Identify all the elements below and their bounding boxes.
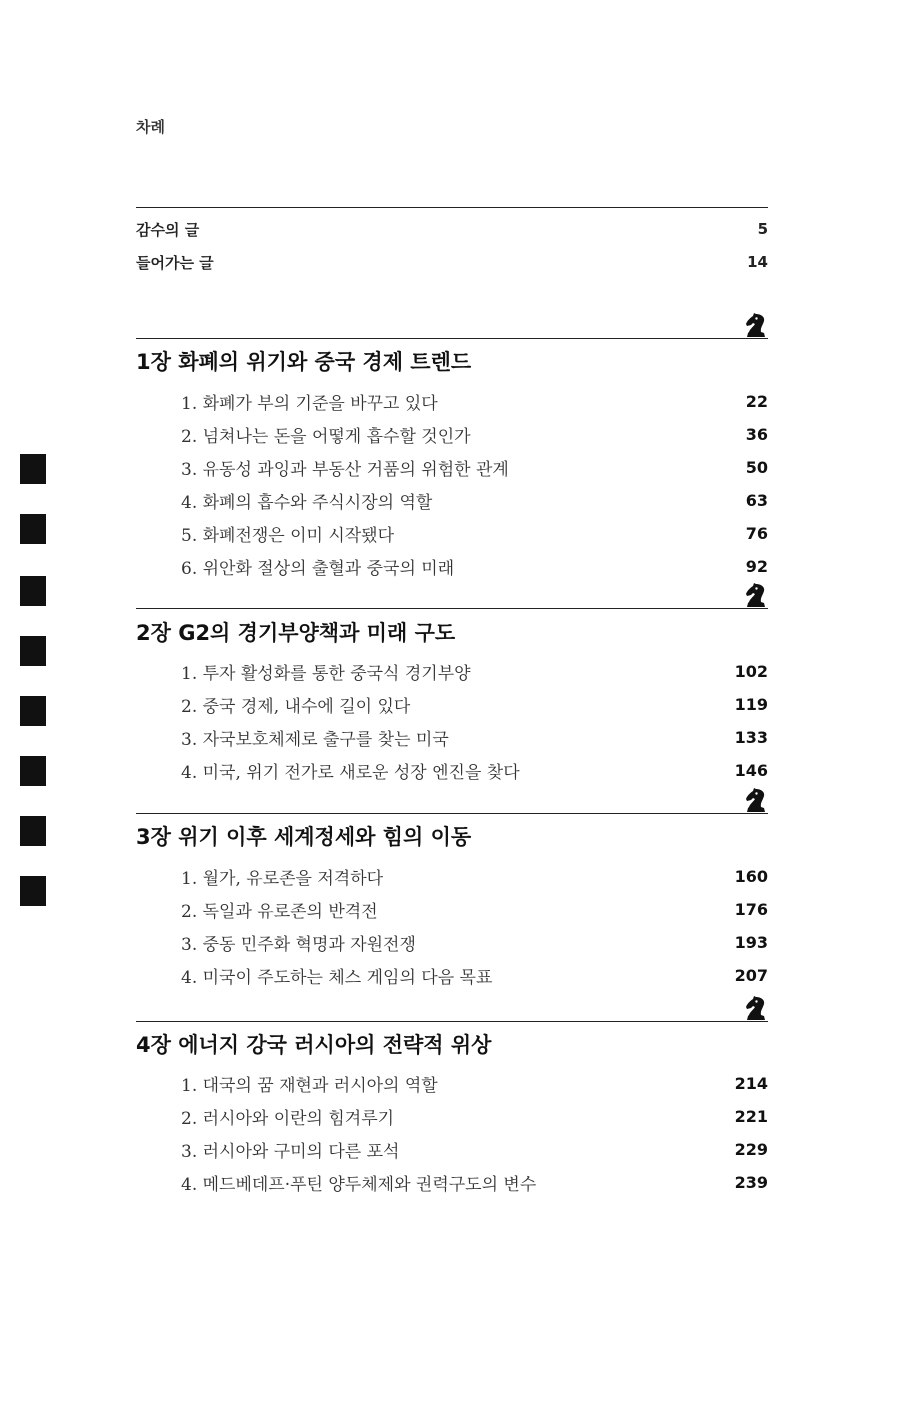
entry-title: 2. 넘쳐나는 돈을 어떻게 흡수할 것인가 [181,426,471,447]
divider-line [136,207,768,208]
tab-marker [20,696,46,726]
entry-page-number: 229 [734,1139,768,1159]
entry-page-number: 221 [734,1106,768,1126]
toc-entry[interactable] [181,521,768,545]
toc-entry[interactable] [181,554,768,578]
tab-marker [20,876,46,906]
toc-entry[interactable] [181,422,768,446]
entry-page-number: 133 [734,727,768,747]
entry-page-number: 22 [745,391,768,411]
tab-marker [20,636,46,666]
entry-title: 4. 메드베데프·푸틴 양두체제와 권력구도의 변수 [181,1174,537,1195]
toc-entry[interactable] [136,251,768,273]
entry-title: 3. 중동 민주화 혁명과 자원전쟁 [181,934,416,955]
chapter-title[interactable]: 2장 G2의 경기부양책과 미래 구도 [136,621,456,645]
entry-page-number: 50 [745,457,768,477]
entry-title: 4. 미국, 위기 전가로 새로운 성장 엔진을 찾다 [181,762,520,783]
entry-page-number: 239 [734,1172,768,1192]
entry-title: 3. 자국보호체제로 출구를 찾는 미국 [181,729,449,750]
toc-entry[interactable] [181,725,768,749]
chapter-divider-line [136,813,768,814]
entry-page-number: 160 [734,866,768,886]
chapter-title[interactable]: 1장 화폐의 위기와 중국 경제 트렌드 [136,350,472,374]
entry-page-number: 102 [734,661,768,681]
toc-entry[interactable] [181,455,768,479]
entry-title: 4. 화폐의 흡수와 주식시장의 역할 [181,492,433,513]
tab-marker [20,756,46,786]
chapter-divider-line [136,608,768,609]
toc-entry[interactable] [181,659,768,683]
toc-entry[interactable] [181,1170,768,1194]
entry-title: 감수의 글 [136,220,200,239]
toc-entry[interactable] [181,1137,768,1161]
entry-title: 1. 대국의 꿈 재현과 러시아의 역할 [181,1075,438,1096]
entry-title: 3. 유동성 과잉과 부동산 거품의 위험한 관계 [181,459,509,480]
page-title: 차례 [136,118,165,136]
entry-page-number: 214 [734,1073,768,1093]
entry-title: 6. 위안화 절상의 출혈과 중국의 미래 [181,558,455,579]
entry-page-number: 92 [745,556,768,576]
toc-entry[interactable] [181,758,768,782]
tab-marker [20,576,46,606]
entry-title: 1. 월가, 유로존을 저격하다 [181,868,384,889]
entry-title: 3. 러시아와 구미의 다른 포석 [181,1141,400,1162]
chess-knight-icon [744,787,768,813]
chess-knight-icon [744,995,768,1021]
entry-page-number: 14 [747,253,768,271]
toc-entry[interactable] [181,389,768,413]
entry-page-number: 193 [734,932,768,952]
entry-page-number: 36 [745,424,768,444]
chess-knight-icon [744,312,768,338]
entry-page-number: 119 [734,694,768,714]
entry-title: 들어가는 글 [136,253,214,272]
chapter-title[interactable]: 4장 에너지 강국 러시아의 전략적 위상 [136,1033,492,1057]
entry-page-number: 176 [734,899,768,919]
entry-page-number: 146 [734,760,768,780]
chess-knight-icon [744,582,768,608]
entry-title: 1. 화폐가 부의 기준을 바꾸고 있다 [181,393,438,414]
toc-entry[interactable] [181,488,768,512]
chapter-title[interactable]: 3장 위기 이후 세계정세와 힘의 이동 [136,825,472,849]
entry-page-number: 76 [745,523,768,543]
entry-page-number: 63 [745,490,768,510]
tab-marker [20,514,46,544]
toc-entry[interactable] [181,1071,768,1095]
entry-title: 1. 투자 활성화를 통한 중국식 경기부양 [181,663,471,684]
toc-entry[interactable] [181,963,768,987]
entry-title: 2. 중국 경제, 내수에 길이 있다 [181,696,411,717]
toc-entry[interactable] [181,864,768,888]
entry-title: 4. 미국이 주도하는 체스 게임의 다음 목표 [181,967,493,988]
toc-entry[interactable] [181,930,768,954]
entry-page-number: 207 [734,965,768,985]
toc-entry[interactable] [181,1104,768,1128]
toc-entry[interactable] [181,692,768,716]
chapter-divider-line [136,1021,768,1022]
toc-entry[interactable] [181,897,768,921]
entry-page-number: 5 [757,220,768,238]
toc-entry[interactable] [136,218,768,240]
entry-title: 2. 독일과 유로존의 반격전 [181,901,378,922]
entry-title: 5. 화폐전쟁은 이미 시작됐다 [181,525,395,546]
chapter-divider-line [136,338,768,339]
entry-title: 2. 러시아와 이란의 힘겨루기 [181,1108,395,1129]
tab-marker [20,816,46,846]
tab-marker [20,454,46,484]
